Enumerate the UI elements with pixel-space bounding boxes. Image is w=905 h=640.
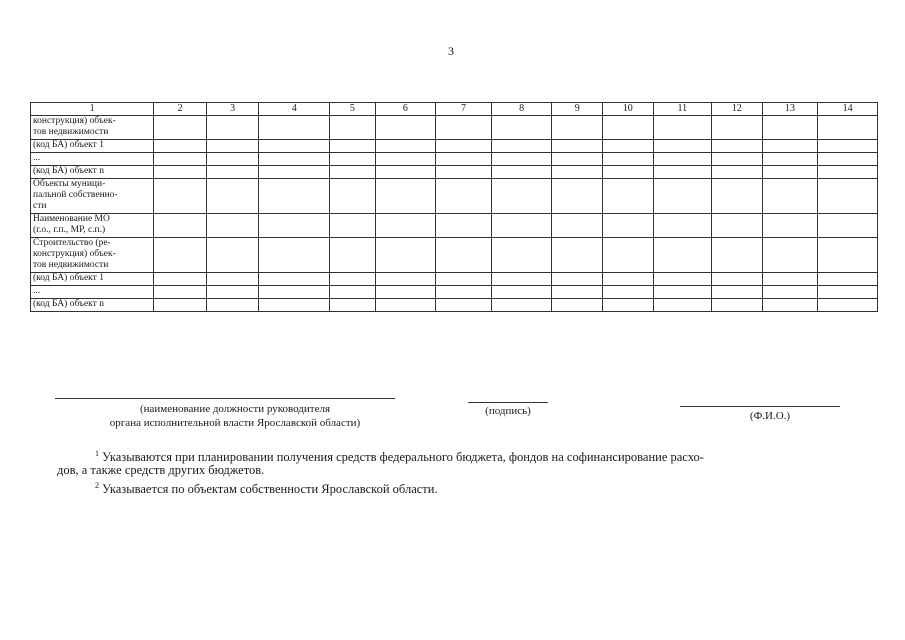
table-cell: [154, 238, 207, 273]
table-cell: [491, 299, 552, 312]
table-cell: [653, 214, 712, 238]
table-cell: [375, 214, 436, 238]
table-cell: [330, 153, 375, 166]
table-cell: [436, 273, 492, 286]
table-row: [31, 299, 878, 312]
row-label: (код БА) объект n: [31, 299, 154, 312]
footnote-1-text: Указываются при планировании получения средств федерального бюджета, фондов на софинансирование расхо-: [102, 450, 704, 464]
table-cell: [375, 179, 436, 214]
data-table: [30, 102, 878, 312]
table-cell: [436, 299, 492, 312]
table-cell: [436, 238, 492, 273]
table-cell: [762, 214, 818, 238]
table-cell: [375, 299, 436, 312]
table-cell: [330, 238, 375, 273]
table-cell: [491, 140, 552, 153]
table-cell: [712, 116, 763, 140]
table-cell: [762, 299, 818, 312]
table-cell: [653, 140, 712, 153]
table-cell: [436, 286, 492, 299]
table-cell: [818, 179, 878, 214]
table-cell: [206, 166, 259, 179]
table-cell: [762, 286, 818, 299]
table-cell: [653, 166, 712, 179]
table-cell: [436, 140, 492, 153]
table-cell: [552, 166, 603, 179]
table-cell: [436, 166, 492, 179]
table-cell: [762, 238, 818, 273]
table-cell: [330, 116, 375, 140]
table-cell: [259, 299, 330, 312]
table-cell: [491, 166, 552, 179]
table-cell: [818, 238, 878, 273]
table-cell: [712, 166, 763, 179]
table-cell: [154, 140, 207, 153]
table-cell: [552, 286, 603, 299]
table-cell: [259, 179, 330, 214]
table-cell: [259, 273, 330, 286]
table-cell: [154, 299, 207, 312]
table-cell: [762, 140, 818, 153]
row-label: (код БА) объект 1: [31, 140, 154, 153]
table-cell: [653, 273, 712, 286]
table-cell: [712, 238, 763, 273]
table-cell: [154, 286, 207, 299]
table-cell: [603, 299, 654, 312]
table-row: [31, 214, 878, 238]
column-header: 10: [603, 103, 654, 116]
table-cell: [603, 273, 654, 286]
column-header: 2: [154, 103, 207, 116]
table-cell: [154, 273, 207, 286]
table-cell: [818, 214, 878, 238]
table-cell: [375, 140, 436, 153]
table-cell: [603, 179, 654, 214]
table-cell: [206, 116, 259, 140]
position-line: [55, 398, 395, 399]
table-cell: [436, 179, 492, 214]
table-cell: [206, 238, 259, 273]
table-cell: [603, 286, 654, 299]
name-line: [680, 406, 840, 407]
table-header-row: [31, 103, 878, 116]
table-cell: [206, 286, 259, 299]
row-label: Строительство (ре- конструкция) объек- тов недвижимости: [31, 238, 154, 273]
table-cell: [330, 286, 375, 299]
table-cell: [762, 116, 818, 140]
table-cell: [491, 273, 552, 286]
row-label: конструкция) объек- тов недвижимости: [31, 116, 154, 140]
table-cell: [206, 214, 259, 238]
name-caption: (Ф.И.О.): [749, 410, 791, 422]
column-header: 4: [259, 103, 330, 116]
table-cell: [375, 153, 436, 166]
table-cell: [653, 153, 712, 166]
footnote-1-continuation: дов, а также средств других бюджетов.: [57, 463, 265, 477]
table-cell: [603, 238, 654, 273]
table-cell: [259, 116, 330, 140]
table-cell: [330, 166, 375, 179]
table-cell: [552, 116, 603, 140]
table-cell: [436, 214, 492, 238]
table-row: [31, 238, 878, 273]
row-label: (код БА) объект n: [31, 166, 154, 179]
table-cell: [206, 140, 259, 153]
footnote-2-mark: 2: [95, 481, 99, 490]
table-cell: [330, 214, 375, 238]
column-header: 6: [375, 103, 436, 116]
table-cell: [154, 166, 207, 179]
table-cell: [712, 299, 763, 312]
column-header: 8: [491, 103, 552, 116]
column-header: 5: [330, 103, 375, 116]
table-cell: [436, 116, 492, 140]
table-cell: [712, 179, 763, 214]
table-cell: [552, 140, 603, 153]
table-cell: [491, 214, 552, 238]
table-row: [31, 166, 878, 179]
table-cell: [762, 179, 818, 214]
table-cell: [552, 238, 603, 273]
table-cell: [762, 166, 818, 179]
table-cell: [552, 299, 603, 312]
table-cell: [154, 179, 207, 214]
table-cell: [712, 153, 763, 166]
table-row: [31, 116, 878, 140]
table-cell: [330, 179, 375, 214]
column-header: 1: [31, 103, 154, 116]
table-cell: [603, 214, 654, 238]
table-cell: [653, 179, 712, 214]
table-cell: [206, 179, 259, 214]
table-cell: [154, 116, 207, 140]
table-cell: [259, 153, 330, 166]
table-cell: [375, 166, 436, 179]
table-cell: [603, 153, 654, 166]
footnote-1-mark: 1: [95, 449, 99, 458]
table-cell: [653, 299, 712, 312]
table-cell: [653, 286, 712, 299]
table-cell: [552, 214, 603, 238]
row-label: ...: [31, 153, 154, 166]
table-cell: [375, 116, 436, 140]
table-cell: [330, 299, 375, 312]
signature-line: [468, 402, 548, 403]
row-label: Объекты муници- пальной собственно- сти: [31, 179, 154, 214]
table-cell: [206, 153, 259, 166]
table-cell: [154, 153, 207, 166]
table-cell: [818, 273, 878, 286]
row-label: (код БА) объект 1: [31, 273, 154, 286]
table-row: [31, 286, 878, 299]
table-cell: [491, 116, 552, 140]
table-cell: [259, 286, 330, 299]
table-cell: [491, 153, 552, 166]
table-cell: [653, 116, 712, 140]
footnote-2-text: Указывается по объектам собственности Ярославской области.: [102, 482, 438, 496]
page-number: 3: [448, 44, 454, 58]
table-cell: [206, 299, 259, 312]
table-cell: [818, 140, 878, 153]
table-cell: [259, 238, 330, 273]
table-cell: [712, 273, 763, 286]
table-cell: [375, 238, 436, 273]
table-cell: [154, 214, 207, 238]
table-row: [31, 153, 878, 166]
column-header: 14: [818, 103, 878, 116]
table-cell: [552, 153, 603, 166]
table-cell: [330, 273, 375, 286]
table-cell: [818, 153, 878, 166]
column-header: 9: [552, 103, 603, 116]
table-cell: [436, 153, 492, 166]
table-cell: [603, 140, 654, 153]
column-header: 7: [436, 103, 492, 116]
table-cell: [818, 116, 878, 140]
table-cell: [491, 179, 552, 214]
table-cell: [552, 179, 603, 214]
row-label: ...: [31, 286, 154, 299]
table-cell: [712, 140, 763, 153]
row-label: Наименование МО (г.о., г.п., МР, с.п.): [31, 214, 154, 238]
table-cell: [712, 214, 763, 238]
table-cell: [818, 286, 878, 299]
footnote-2: [95, 478, 855, 497]
table-cell: [206, 273, 259, 286]
table-cell: [259, 166, 330, 179]
table-cell: [552, 273, 603, 286]
column-header: 12: [712, 103, 763, 116]
table-cell: [259, 140, 330, 153]
table-cell: [762, 273, 818, 286]
table-row: [31, 273, 878, 286]
table-cell: [375, 273, 436, 286]
position-caption: (наименование должности руководителя органа исполнительной власти Ярославской области): [109, 403, 361, 429]
signature-caption: (подпись): [485, 405, 531, 417]
table-cell: [603, 116, 654, 140]
table-cell: [603, 166, 654, 179]
table-cell: [653, 238, 712, 273]
table-row: [31, 140, 878, 153]
column-header: 13: [762, 103, 818, 116]
table-row: [31, 179, 878, 214]
table-cell: [818, 166, 878, 179]
table-cell: [259, 214, 330, 238]
table-cell: [330, 140, 375, 153]
table-cell: [491, 286, 552, 299]
column-header: 3: [206, 103, 259, 116]
table-cell: [818, 299, 878, 312]
table-cell: [491, 238, 552, 273]
column-header: 11: [653, 103, 712, 116]
table-cell: [712, 286, 763, 299]
table-cell: [762, 153, 818, 166]
table-cell: [375, 286, 436, 299]
